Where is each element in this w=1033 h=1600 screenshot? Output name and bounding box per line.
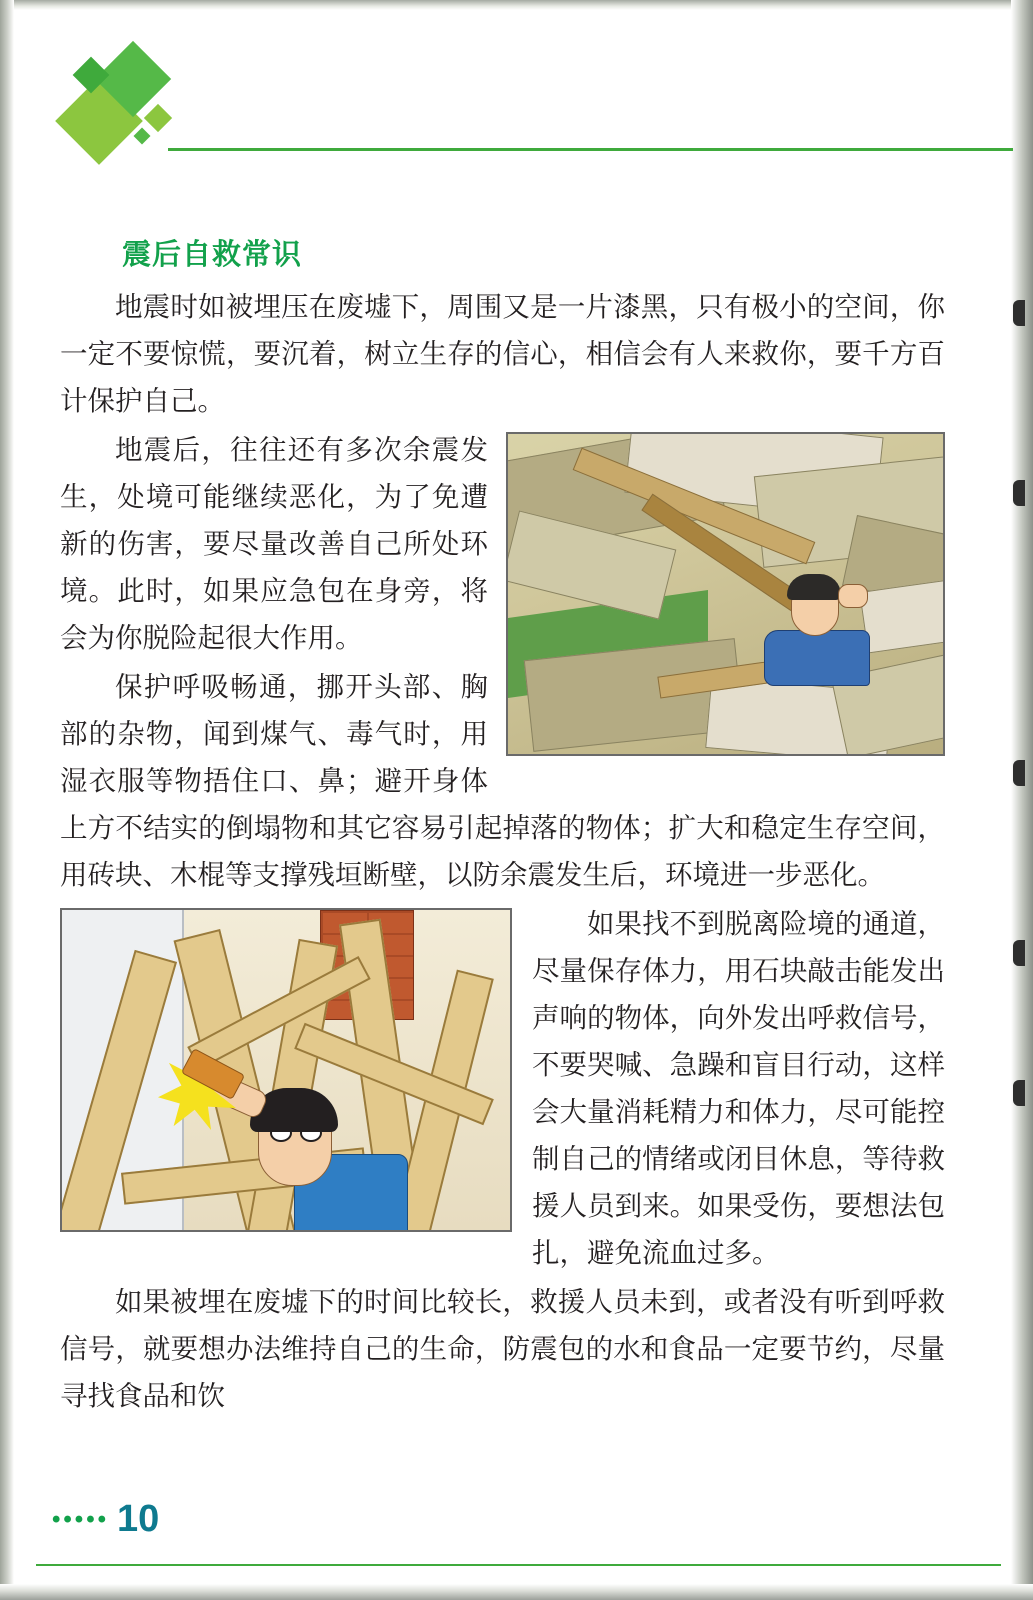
- header-diamond-decoration: [62, 46, 192, 158]
- binding-nick: [1013, 1080, 1025, 1106]
- paragraph-5: 如果被埋在废墟下的时间比较长，救援人员未到，或者没有听到呼救信号，就要想办法维持自己的生命，防震包的水和食品一定要节约，尽量寻找食品和饮: [60, 1286, 945, 1411]
- figure-boy-under-beams: [60, 908, 512, 1232]
- paragraph-1: 地震时如被埋压在废墟下，周围又是一片漆黑，只有极小的空间，你一定不要惊慌，要沉着，树立生存的信心，相信会有人来救你，要千方百计保护自己。: [60, 291, 945, 416]
- page-footer: [52, 1500, 159, 1538]
- paragraph-3: 保护呼吸畅通，挪开头部、胸部的杂物，闻到煤气、毒气时，用湿衣服等物捂住口、鼻；避开身体上方不结实的倒塌物和其它容易引起掉落的物体；扩大和稳定生存空间，用砖块、木棍等支撑残垣断壁，以防余震发生后，环境进一步恶化。: [60, 671, 945, 890]
- footer-rule: [36, 1564, 1001, 1566]
- figure-trapped-boy-rubble: [506, 432, 945, 756]
- scan-edge-left: [0, 0, 14, 1600]
- footer-dots: •••••: [52, 1506, 110, 1533]
- paragraph-2: 地震后，往往还有多次余震发生，处境可能继续恶化，为了免遭新的伤害，要尽量改善自己所处环境。此时，如果应急包在身旁，将会为你脱险起很大作用。: [60, 434, 488, 653]
- page-content: [60, 232, 945, 1421]
- paragraph-4: 如果找不到脱离险境的通道，尽量保存体力，用石块敲击能发出声响的物体，向外发出呼救信号，不要哭喊、急躁和盲目行动，这样会大量消耗精力和体力，尽可能控制自己的情绪或闭目休息，等待救援人员到来。如果受伤，要想法包扎，避免流血过多。: [532, 908, 945, 1268]
- scan-edge-right: [1011, 0, 1033, 1600]
- binding-nick: [1013, 480, 1025, 506]
- header-rule: [168, 148, 1013, 151]
- section-title: 震后自救常识: [122, 239, 303, 271]
- binding-nick: [1013, 760, 1025, 786]
- scan-edge-top: [0, 0, 1033, 10]
- scan-edge-bottom: [0, 1584, 1033, 1600]
- binding-nick: [1013, 300, 1025, 326]
- page-number: 10: [117, 1498, 160, 1540]
- binding-nick: [1013, 940, 1025, 966]
